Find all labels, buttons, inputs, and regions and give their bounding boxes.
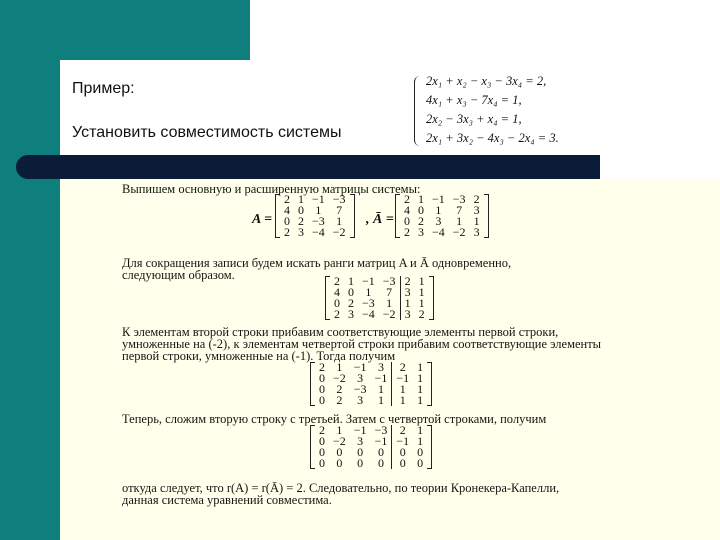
matrix-cell: −1 — [374, 434, 388, 448]
paragraph-3-line-1: К элементам второй строки прибавим соответствующие элементы первой строки, — [122, 325, 559, 339]
matrix-body — [315, 362, 427, 406]
paragraph-5-line-1: откуда следует, что r(A) = r(Ā) = 2. Следовательно, по теории Кронекера-Капелли, — [122, 481, 560, 495]
matrix-cell: 2 — [418, 214, 424, 228]
matrix-row — [315, 425, 427, 436]
paragraph-4 — [122, 413, 667, 425]
matrix-cell: −1 — [392, 436, 413, 447]
matrix-cell: 1 — [417, 360, 424, 374]
matrix-cell: −1 — [392, 373, 413, 384]
matrix-cell: 0 — [417, 456, 424, 470]
teal-side-band — [0, 0, 60, 540]
matrix-cell: 0 — [336, 445, 343, 459]
augmented-matrix-3 — [315, 425, 427, 469]
system-brace — [414, 76, 423, 146]
matrix-cell: 2 — [392, 425, 413, 436]
matrix-cell: 0 — [319, 393, 325, 407]
matrix-cell: −3 — [312, 214, 325, 228]
matrix-cell: 2 — [334, 307, 340, 321]
matrix-cell: −3 — [452, 192, 466, 206]
matrix-cell: 0 — [319, 434, 325, 448]
matrix-right-bracket — [484, 194, 489, 238]
matrix-cell: 0 — [392, 458, 413, 469]
matrix-cell: 1 — [418, 192, 424, 206]
matrix-cell: 2 — [404, 225, 410, 239]
matrix-cell: 2 — [334, 274, 340, 288]
matrix-cell: −3 — [362, 296, 375, 310]
matrix-cell: 1 — [418, 274, 425, 288]
matrix-cell: 2 — [404, 192, 410, 206]
matrix-cell: 0 — [284, 214, 290, 228]
paragraph-2-line-1: Для сокращения записи будем искать ранги матриц A и Ā одновременно, — [122, 256, 512, 270]
matrix-cell: 1 — [336, 214, 343, 228]
matrix-cell: 7 — [386, 285, 393, 299]
matrix-cell: 1 — [336, 423, 343, 437]
matrix-cell: 2 — [298, 214, 304, 228]
matrix-cell: 1 — [456, 214, 463, 228]
matrix-cell: 2 — [284, 225, 290, 239]
matrix-row — [400, 194, 484, 205]
matrix-cell: 2 — [336, 393, 343, 407]
augmented-matrix-2 — [315, 362, 427, 406]
matrix-cell: 2 — [473, 192, 480, 206]
matrix-cell: 2 — [284, 192, 290, 206]
matrix-cell: 2 — [348, 296, 354, 310]
matrix-a — [280, 194, 350, 238]
matrix-cell: 1 — [418, 296, 425, 310]
matrix-cell: −3 — [353, 382, 367, 396]
divider-bar — [16, 155, 600, 179]
matrix-cell: 0 — [357, 445, 364, 459]
matrix-cell: −2 — [333, 371, 346, 385]
matrix-cell: 0 — [319, 382, 325, 396]
matrix-row — [330, 298, 429, 309]
matrix-body — [315, 425, 427, 469]
matrix-row — [330, 287, 429, 298]
matrix-cell: 0 — [298, 203, 304, 217]
matrix-cell: 1 — [377, 382, 384, 396]
matrix-cell: 1 — [417, 393, 424, 407]
matrix-cell: 1 — [417, 423, 424, 437]
matrix-cell: 0 — [418, 203, 424, 217]
matrix-cell: −3 — [332, 192, 346, 206]
matrix-cell: 0 — [348, 285, 354, 299]
matrix-a-label: A = — [252, 212, 273, 227]
paragraph-5-line-2: данная система уравнений совместима. — [122, 493, 332, 507]
matrix-cell: 3 — [298, 225, 304, 239]
matrix-cell: 1 — [392, 395, 413, 406]
matrix-left-bracket — [275, 194, 280, 238]
matrix-cell: −4 — [432, 225, 445, 239]
task-text: Установить совместимость системы — [72, 124, 342, 141]
matrix-cell: 0 — [417, 445, 424, 459]
matrix-grid — [280, 194, 350, 238]
matrix-row — [315, 362, 427, 373]
matrix-cell: 2 — [319, 360, 325, 374]
matrix-cell: 0 — [377, 445, 384, 459]
matrix-cell: −1 — [362, 274, 375, 288]
example-heading: Пример: — [72, 80, 135, 97]
matrix-abar — [400, 194, 484, 238]
paragraph-3-line-3: первой строки, умноженные на (-1). Тогда получим — [122, 349, 396, 363]
matrix-body — [280, 194, 350, 238]
matrix-cell: 0 — [357, 456, 364, 470]
matrix-cell: 2 — [392, 362, 413, 373]
matrix-cell: 1 — [473, 214, 480, 228]
matrix-cell: −1 — [374, 371, 388, 385]
matrix-cell: 0 — [404, 214, 410, 228]
matrix-grid — [315, 425, 427, 469]
matrix-cell: 3 — [348, 307, 354, 321]
matrix-row — [330, 276, 429, 287]
paragraph-3 — [122, 326, 667, 362]
matrix-cell: 3 — [473, 203, 480, 217]
matrix-cell: 1 — [417, 382, 424, 396]
intro-line: Выпишем основную и расширенную матрицы системы: — [122, 182, 421, 196]
matrix-grid — [330, 276, 429, 320]
matrix-cell: 1 — [400, 298, 415, 309]
matrix-cell: 4 — [284, 203, 290, 217]
matrix-cell: −1 — [353, 423, 367, 437]
matrix-cell: 0 — [377, 456, 384, 470]
matrix-cell: −2 — [452, 225, 466, 239]
matrix-left-bracket — [310, 362, 315, 406]
matrix-cell: −4 — [312, 225, 325, 239]
matrix-row — [400, 227, 484, 238]
matrix-cell: 3 — [400, 287, 415, 298]
matrix-row — [315, 458, 427, 469]
matrix-left-bracket — [325, 276, 330, 320]
matrix-cell: 7 — [456, 203, 463, 217]
paragraph-3-line-2: умноженные на (-2), к элементам четвертой строки прибавим соответствующие элементы — [122, 337, 602, 351]
matrix-cell: 0 — [319, 371, 325, 385]
matrix-cell: 1 — [418, 285, 425, 299]
matrix-grid — [315, 362, 427, 406]
matrix-cell: 1 — [377, 393, 384, 407]
augmented-matrix-1 — [330, 276, 429, 320]
matrix-cell: 1 — [336, 360, 343, 374]
matrix-cell: −1 — [432, 192, 445, 206]
matrix-cell: 1 — [315, 203, 322, 217]
matrix-cell: 0 — [319, 456, 325, 470]
matrix-cell: 0 — [334, 296, 340, 310]
matrix-cell: 2 — [418, 307, 425, 321]
teal-top-block — [0, 0, 250, 60]
matrix-cell: −2 — [332, 225, 346, 239]
matrix-cell: 3 — [377, 360, 384, 374]
matrix-cell: −4 — [362, 307, 375, 321]
matrix-cell: 0 — [319, 445, 325, 459]
equation-2: 4x₁ + x₃ − 7x₄ = 1, — [426, 93, 522, 107]
matrix-row — [315, 395, 427, 406]
matrix-cell: 1 — [417, 434, 424, 448]
matrix-cell: −2 — [333, 434, 346, 448]
matrix-cell: 2 — [336, 382, 343, 396]
matrix-cell: −1 — [353, 360, 367, 374]
matrix-cell: −1 — [312, 192, 325, 206]
matrix-body — [330, 276, 429, 320]
matrix-cell: 4 — [404, 203, 410, 217]
matrix-cell: 1 — [365, 285, 372, 299]
matrix-cell: 1 — [298, 192, 304, 206]
matrix-row — [400, 205, 484, 216]
matrix-cell: 3 — [400, 309, 415, 320]
matrix-cell: 1 — [348, 274, 354, 288]
matrix-row — [315, 447, 427, 458]
matrix-grid — [400, 194, 484, 238]
matrix-cell: 3 — [473, 225, 480, 239]
matrix-right-bracket — [350, 194, 355, 238]
paragraph-2-line-2: следующим образом. — [122, 268, 235, 282]
matrix-cell: 3 — [357, 393, 364, 407]
matrix-cell: 0 — [392, 447, 413, 458]
matrix-cell: −2 — [382, 307, 396, 321]
matrix-row — [315, 436, 427, 447]
matrix-cell: 0 — [336, 456, 343, 470]
matrix-cell: 3 — [357, 434, 364, 448]
matrix-cell: 7 — [336, 203, 343, 217]
matrix-abar-label: , Ā = — [366, 212, 394, 227]
matrix-cell: 1 — [386, 296, 393, 310]
matrix-cell: 1 — [435, 203, 442, 217]
matrix-left-bracket — [395, 194, 400, 238]
matrix-cell: 2 — [400, 276, 415, 287]
matrix-row — [315, 373, 427, 384]
equation-1: 2x₁ + x₂ − x₃ − 3x₄ = 2, — [426, 74, 547, 88]
paragraph-5 — [122, 482, 667, 506]
matrix-right-bracket — [427, 425, 432, 469]
matrix-row — [280, 227, 350, 238]
matrix-cell: −3 — [382, 274, 396, 288]
matrix-cell: 4 — [334, 285, 340, 299]
matrix-cell: 1 — [392, 384, 413, 395]
paragraph-4-line-1: Теперь, сложим вторую строку с третьей. Затем с четвертой строками, получим — [122, 412, 547, 426]
matrix-row — [330, 309, 429, 320]
matrix-cell: −3 — [374, 423, 388, 437]
matrix-cell: 3 — [418, 225, 424, 239]
matrix-cell: 3 — [435, 214, 442, 228]
equation-3: 2x₂ − 3x₃ + x₄ = 1, — [426, 112, 522, 126]
matrix-left-bracket — [310, 425, 315, 469]
matrix-cell: 3 — [357, 371, 364, 385]
matrix-cell: 2 — [319, 423, 325, 437]
matrix-row — [315, 384, 427, 395]
matrix-cell: 1 — [417, 371, 424, 385]
equation-4: 2x₁ + 3x₂ − 4x₃ − 2x₄ = 3. — [426, 131, 559, 145]
matrix-body — [400, 194, 484, 238]
matrix-right-bracket — [427, 362, 432, 406]
matrix-right-bracket — [429, 276, 434, 320]
equation-system — [414, 74, 594, 150]
